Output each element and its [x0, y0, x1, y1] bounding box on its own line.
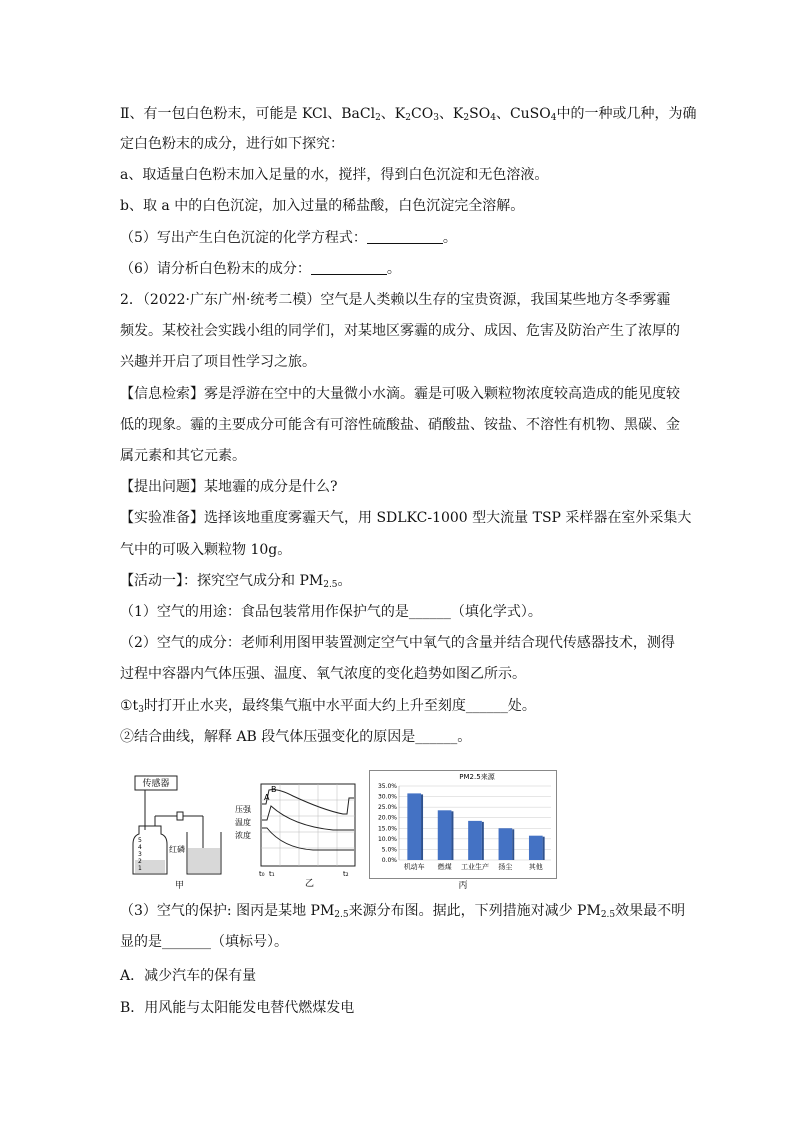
paragraph-line: 显的是_______（填标号）。: [120, 934, 288, 950]
text-run: 效果最不明: [615, 903, 686, 919]
subscript: 3: [138, 705, 144, 715]
time-label: t₂: [343, 870, 349, 878]
chart-bar: [407, 793, 421, 860]
problem-2-title: 2．（2022·广东广州·统考二模）空气是人类赖以生存的宝贵资源，我国某些地方冬季雾霾: [120, 292, 671, 308]
text-run: 。: [337, 573, 352, 589]
x-tick-label: 其他: [528, 863, 543, 871]
figure-row: [125, 770, 685, 890]
step-a: a、取适量白色粉末加入足量的水，搅拌，得到白色沉淀和无色溶液。: [120, 167, 549, 183]
axis-label-temperature: 温度: [235, 818, 251, 827]
text-run: 。: [386, 261, 401, 277]
sub-question-1: [120, 696, 690, 716]
text-run: 、K: [380, 106, 406, 122]
answer-blank[interactable]: [367, 229, 443, 244]
chart-bar: [468, 821, 482, 860]
chart-bar-shade: [451, 811, 453, 860]
y-tick-label: 10.0%: [377, 835, 397, 843]
subscript: 3: [433, 113, 439, 123]
chart-bar: [529, 836, 543, 860]
beaker-water: [188, 848, 220, 873]
subscript: 4: [490, 113, 496, 123]
paragraph-line: 兴趣并开启了项目性学习之旅。: [120, 354, 316, 370]
paragraph-line: 属元素和其它元素。: [120, 448, 246, 464]
text-run: 时打开止水夹，最终集气瓶中水平面大约上升至刻度______处。: [143, 698, 536, 714]
chart-bar-shade: [482, 822, 484, 860]
scale-tick: 2: [138, 858, 142, 865]
text-run: CO: [411, 106, 434, 122]
option-a: A．减少汽车的保有量: [120, 968, 257, 984]
question-6: [120, 259, 690, 279]
chart-bar-shade: [512, 829, 514, 860]
question-text: （6）请分析白色粉末的成分：: [120, 261, 311, 277]
scale-tick: 4: [138, 844, 142, 851]
option-b: B．用风能与太阳能发电替代燃煤发电: [120, 1000, 355, 1016]
paragraph-powder-intro: [120, 104, 697, 124]
pose-question: 【提出问题】某地霾的成分是什么?: [120, 479, 338, 495]
clamp: [177, 812, 183, 820]
x-tick-label: 扬尘: [498, 863, 513, 871]
info-search: 【信息检索】雾是浮游在空中的大量微小水滴。霾是可吸入颗粒物浓度较高造成的能见度较: [120, 386, 680, 402]
y-tick-label: 35.0%: [377, 783, 397, 790]
y-tick-label: 30.0%: [377, 793, 397, 801]
chart-bar: [438, 810, 452, 860]
paragraph-line: 过程中容器内气体压强、温度、氧气浓度的变化趋势如图乙所示。: [120, 666, 526, 682]
text-run: 、K: [438, 106, 464, 122]
answer-blank[interactable]: [311, 260, 387, 275]
text-run: ①t: [120, 698, 139, 714]
figure-caption: 甲: [175, 881, 185, 890]
y-tick-label: 20.0%: [377, 814, 397, 822]
chart-bar-shade: [543, 837, 545, 860]
activity-one: [120, 571, 690, 591]
red-phosphorus-label: 红磷: [169, 845, 185, 854]
y-tick-label: 15.0%: [377, 825, 397, 833]
subscript: 4: [550, 113, 557, 123]
y-tick-label: 25.0%: [377, 804, 397, 812]
question-3: [120, 901, 690, 921]
experiment-prep: 【实验准备】选择该地重度雾霾天气，用 SDLKC-1000 型大流量 TSP 采样器在室外采集大: [120, 510, 692, 526]
subscript: 2.5: [323, 580, 338, 590]
subscript: 2: [375, 113, 381, 123]
scale-tick: 5: [138, 837, 142, 844]
paragraph-line: 气中的可吸入颗粒物 10g。: [120, 542, 292, 558]
subscript: 2: [463, 113, 470, 123]
text-run: 、CuSO: [495, 106, 551, 122]
question-5: [120, 228, 690, 248]
text-run: Ⅱ、有一包白色粉末，可能是 KCl、BaCl: [120, 106, 376, 122]
oxygen-curve: [262, 828, 354, 850]
axis-label-concentration: 浓度: [235, 831, 251, 840]
figure-caption: 丙: [458, 881, 468, 890]
figure-caption: 乙: [305, 879, 315, 889]
curve-graph: [233, 770, 363, 890]
text-run: SO: [469, 106, 491, 122]
axis-label-pressure: 压强: [235, 805, 251, 814]
question-2: （2）空气的成分：老师利用图甲装置测定空气中氧气的含量并结合现代传感器技术，测得: [120, 635, 675, 651]
apparatus-diagram: [127, 770, 227, 890]
scale-tick: 1: [138, 865, 142, 872]
time-label: t₁: [269, 870, 275, 878]
sensor-label: 传感器: [142, 779, 170, 789]
text-run: 。: [442, 230, 457, 246]
text-run: 中的一种或几种，为确: [556, 106, 697, 122]
x-tick-label: 工业生产: [461, 863, 489, 871]
time-label: t₀: [259, 870, 265, 878]
subscript: 2.5: [600, 910, 616, 920]
temperature-curve: [262, 806, 354, 830]
point-a-label: A: [264, 793, 270, 802]
point-b-label: B: [271, 785, 277, 794]
paragraph-line: 低的现象。霾的主要成分可能含有可溶性硫酸盐、硝酸盐、铵盐、不溶性有机物、黑碳、金: [120, 417, 680, 433]
y-tick-label: 5.0%: [381, 846, 397, 854]
text-run: 【活动一】：探究空气成分和 PM: [120, 573, 324, 589]
pm25-source-chart: [369, 770, 557, 890]
chart-bar: [499, 828, 513, 860]
sub-question-2: ②结合曲线，解释 AB 段气体压强变化的原因是______。: [120, 729, 472, 745]
text-run: 来源分布图。据此，下列措施对减少 PM: [348, 903, 601, 919]
question-text: （5）写出产生白色沉淀的化学方程式：: [120, 230, 367, 246]
question-1: （1）空气的用途：食品包装常用作保护气的是______（填化学式）。: [120, 604, 542, 620]
subscript: 2.5: [334, 910, 349, 920]
paragraph-line: 频发。某校社会实践小组的同学们，对某地区雾霾的成分、成因、危害及防治产生了浓厚的: [120, 323, 680, 339]
scale-tick: 3: [138, 851, 142, 858]
x-tick-label: 燃煤: [437, 863, 452, 871]
paragraph-line: 定白色粉末的成分，进行如下探究：: [120, 136, 344, 152]
subscript: 2: [405, 113, 411, 123]
x-tick-label: 机动车: [403, 863, 425, 871]
chart-bar-shade: [421, 794, 423, 860]
y-tick-label: 0.0%: [381, 857, 397, 864]
chart-title: PM2.5来源: [459, 773, 495, 781]
step-b: b、取 a 中的白色沉淀，加入过量的稀盐酸，白色沉淀完全溶解。: [120, 198, 525, 214]
text-run: （3）空气的保护: 图丙是某地 PM: [120, 903, 335, 919]
